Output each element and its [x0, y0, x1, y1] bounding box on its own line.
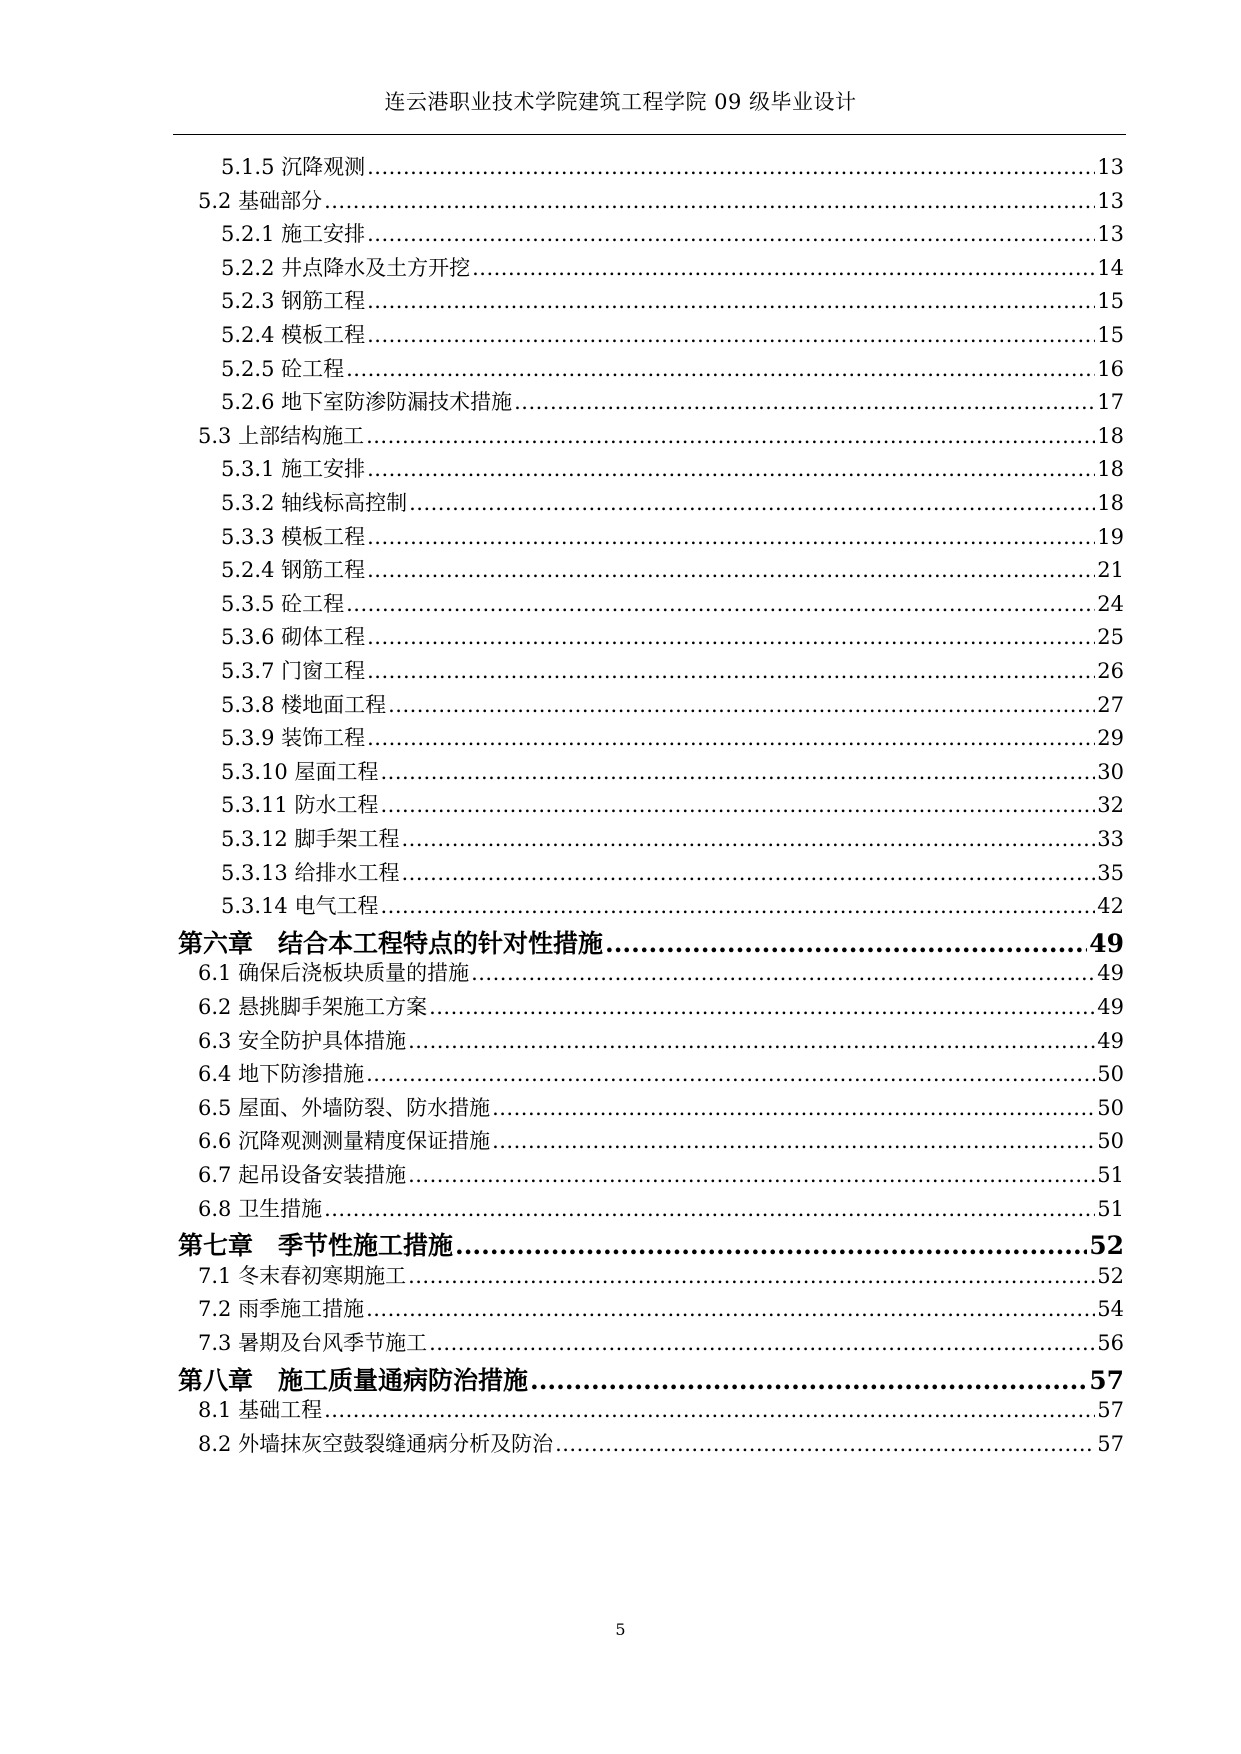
toc-entry[interactable]	[221, 521, 1124, 559]
toc-entry-label: 6.7 起吊设备安装措施	[198, 1163, 407, 1187]
toc-entry-label: 第六章 结合本工程特点的针对性措施	[178, 928, 604, 958]
toc-entry[interactable]	[221, 789, 1124, 827]
toc-dot-leader	[346, 357, 1095, 381]
toc-entry[interactable]	[198, 1193, 1124, 1231]
toc-entry-label: 8.1 基础工程	[198, 1398, 323, 1423]
toc-entry-page-number: 26	[1097, 659, 1124, 683]
toc-entry-page-number: 30	[1097, 759, 1124, 784]
toc-entry-label: 5.2.4 钢筋工程	[221, 558, 366, 583]
toc-entry-page-number: 25	[1097, 625, 1124, 650]
toc-entry-page-number: 16	[1097, 356, 1124, 381]
toc-dot-leader	[367, 155, 1095, 179]
toc-entry-label: 5.3.14 电气工程	[221, 894, 379, 919]
toc-entry-label: 5.2.1 施工安排	[221, 222, 366, 247]
toc-dot-leader	[605, 929, 1087, 958]
toc-dot-leader	[367, 289, 1095, 313]
toc-entry-page-number: 49	[1097, 961, 1124, 986]
toc-dot-leader	[471, 961, 1095, 985]
toc-entry-page-number: 42	[1097, 894, 1124, 919]
toc-entry[interactable]	[198, 1092, 1124, 1130]
toc-dot-leader	[472, 256, 1095, 280]
toc-entry[interactable]	[198, 991, 1124, 1029]
header-divider	[173, 134, 1126, 135]
toc-entry-label: 5.1.5 沉降观测	[221, 155, 366, 179]
toc-dot-leader	[492, 1096, 1095, 1120]
toc-entry-label: 6.3 安全防护具体措施	[198, 1028, 407, 1053]
toc-entry-label: 5.3.1 施工安排	[221, 457, 366, 482]
toc-entry-label: 6.8 卫生措施	[198, 1196, 323, 1221]
toc-entry-page-number: 13	[1097, 188, 1124, 213]
toc-entry-page-number: 51	[1097, 1163, 1124, 1187]
toc-entry-label: 7.1 冬末春初寒期施工	[198, 1263, 407, 1288]
toc-entry[interactable]	[221, 487, 1124, 525]
toc-entry-page-number: 49	[1089, 928, 1124, 958]
toc-entry[interactable]	[198, 957, 1124, 995]
toc-entry[interactable]	[221, 319, 1124, 357]
toc-dot-leader	[492, 1129, 1095, 1153]
toc-entry-page-number: 18	[1097, 423, 1124, 448]
toc-entry-page-number: 32	[1097, 793, 1124, 818]
toc-dot-leader	[530, 1366, 1087, 1395]
toc-dot-leader	[366, 1297, 1095, 1321]
toc-dot-leader	[367, 525, 1095, 549]
toc-entry-label: 5.3.12 脚手架工程	[221, 827, 400, 851]
toc-entry[interactable]	[221, 655, 1124, 693]
toc-entry-page-number: 18	[1097, 457, 1124, 482]
toc-entry[interactable]	[221, 890, 1124, 928]
toc-entry[interactable]	[198, 1327, 1124, 1365]
toc-entry-page-number: 49	[1097, 1028, 1124, 1053]
toc-dot-leader	[367, 558, 1095, 582]
toc-entry-page-number: 29	[1097, 726, 1124, 751]
toc-dot-leader	[380, 793, 1095, 817]
toc-dot-leader	[367, 726, 1095, 750]
toc-entry[interactable]	[221, 621, 1124, 659]
toc-entry[interactable]	[178, 1226, 1124, 1264]
toc-entry[interactable]	[198, 185, 1124, 223]
toc-entry[interactable]	[198, 1025, 1124, 1063]
toc-entry[interactable]	[221, 823, 1124, 861]
toc-entry-label: 5.3.9 装饰工程	[221, 726, 366, 751]
toc-entry-label: 5.3.3 模板工程	[221, 524, 366, 549]
toc-entry-page-number: 18	[1097, 491, 1124, 515]
toc-dot-leader	[367, 222, 1095, 246]
toc-dot-leader	[366, 1062, 1095, 1086]
toc-entry-page-number: 15	[1097, 323, 1124, 347]
toc-entry-page-number: 33	[1097, 827, 1124, 851]
toc-entry-page-number: 14	[1097, 255, 1124, 280]
toc-entry-label: 5.3 上部结构施工	[198, 423, 365, 448]
toc-entry-page-number: 51	[1097, 1196, 1124, 1221]
toc-entry[interactable]	[198, 1125, 1124, 1163]
toc-entry-label: 5.2.4 模板工程	[221, 323, 366, 347]
toc-entry-page-number: 24	[1097, 591, 1124, 616]
toc-entry-label: 5.3.13 给排水工程	[221, 860, 400, 885]
toc-entry-page-number: 57	[1089, 1365, 1124, 1395]
toc-dot-leader	[409, 491, 1095, 515]
toc-dot-leader	[555, 1432, 1095, 1456]
toc-entry-label: 5.3.2 轴线标高控制	[221, 491, 408, 515]
toc-entry-label: 5.3.10 屋面工程	[221, 759, 379, 784]
toc-entry-label: 5.2.2 井点降水及土方开挖	[221, 255, 471, 280]
toc-entry-label: 8.2 外墙抹灰空鼓裂缝通病分析及防治	[198, 1431, 554, 1456]
toc-entry[interactable]	[198, 1058, 1124, 1096]
toc-entry-page-number: 13	[1097, 222, 1124, 247]
toc-dot-leader	[429, 995, 1095, 1019]
toc-entry-label: 5.3.5 砼工程	[221, 591, 345, 616]
toc-entry[interactable]	[198, 1260, 1124, 1298]
toc-entry-label: 5.2.3 钢筋工程	[221, 289, 366, 314]
toc-dot-leader	[367, 457, 1095, 481]
toc-dot-leader	[408, 1264, 1095, 1288]
toc-entry-page-number: 56	[1097, 1331, 1124, 1355]
toc-entry[interactable]	[221, 252, 1124, 290]
toc-entry[interactable]	[178, 1361, 1124, 1399]
toc-entry-page-number: 52	[1089, 1231, 1124, 1261]
toc-entry[interactable]	[221, 722, 1124, 760]
toc-dot-leader	[324, 1197, 1095, 1221]
toc-dot-leader	[401, 827, 1095, 851]
toc-entry-label: 5.2 基础部分	[198, 188, 323, 213]
toc-dot-leader	[380, 894, 1095, 918]
toc-dot-leader	[388, 693, 1095, 717]
toc-dot-leader	[366, 424, 1095, 448]
toc-entry[interactable]	[221, 453, 1124, 491]
toc-entry-label: 6.1 确保后浇板块质量的措施	[198, 961, 470, 986]
toc-entry[interactable]	[178, 924, 1124, 962]
toc-dot-leader	[408, 1029, 1095, 1053]
toc-entry-label: 6.6 沉降观测测量精度保证措施	[198, 1129, 491, 1154]
toc-entry-label: 第八章 施工质量通病防治措施	[178, 1365, 529, 1395]
toc-dot-leader	[346, 592, 1095, 616]
toc-entry[interactable]	[221, 353, 1124, 391]
toc-entry-page-number: 35	[1097, 860, 1124, 885]
toc-entry[interactable]	[221, 689, 1124, 727]
toc-entry-page-number: 50	[1097, 1129, 1124, 1154]
toc-entry-label: 5.3.11 防水工程	[221, 793, 379, 818]
toc-entry-label: 7.2 雨季施工措施	[198, 1297, 365, 1322]
toc-entry[interactable]	[221, 151, 1124, 189]
toc-entry-page-number: 52	[1097, 1263, 1124, 1288]
toc-entry[interactable]	[221, 386, 1124, 424]
toc-entry[interactable]	[198, 1159, 1124, 1197]
toc-entry-page-number: 27	[1097, 692, 1124, 717]
toc-entry-page-number: 17	[1097, 390, 1124, 415]
toc-dot-leader	[455, 1231, 1087, 1260]
toc-entry-label: 5.2.6 地下室防渗防漏技术措施	[221, 390, 513, 415]
toc-entry-page-number: 54	[1097, 1297, 1124, 1322]
page-number: 5	[615, 1620, 626, 1639]
toc-entry-label: 5.3.7 门窗工程	[221, 659, 366, 683]
toc-entry-label: 7.3 暑期及台风季节施工	[198, 1331, 428, 1355]
toc-dot-leader	[324, 189, 1095, 213]
toc-entry-label: 第七章 季节性施工措施	[178, 1231, 454, 1261]
toc-entry[interactable]	[221, 756, 1124, 794]
toc-entry-page-number: 57	[1097, 1431, 1124, 1456]
toc-entry-page-number: 21	[1097, 558, 1124, 583]
toc-entry[interactable]	[221, 285, 1124, 323]
toc-dot-leader	[401, 861, 1095, 885]
toc-dot-leader	[408, 1163, 1095, 1187]
toc-entry-label: 5.3.8 楼地面工程	[221, 692, 387, 717]
toc-entry-label: 6.5 屋面、外墙防裂、防水措施	[198, 1095, 491, 1120]
toc-dot-leader	[380, 760, 1095, 784]
toc-entry[interactable]	[198, 1293, 1124, 1331]
toc-entry[interactable]	[198, 1394, 1124, 1432]
toc-entry-label: 5.2.5 砼工程	[221, 356, 345, 381]
toc-entry-label: 5.3.6 砌体工程	[221, 625, 366, 650]
toc-entry-label: 6.2 悬挑脚手架施工方案	[198, 995, 428, 1019]
toc-entry[interactable]	[198, 420, 1124, 458]
toc-dot-leader	[367, 323, 1095, 347]
toc-entry[interactable]	[221, 588, 1124, 626]
toc-entry-page-number: 57	[1097, 1398, 1124, 1423]
toc-entry[interactable]	[221, 554, 1124, 592]
toc-entry-page-number: 13	[1097, 155, 1124, 179]
toc-entry-page-number: 50	[1097, 1062, 1124, 1087]
page-header: 连云港职业技术学院建筑工程学院 09 级毕业设计	[384, 90, 857, 114]
toc-dot-leader	[367, 659, 1095, 683]
toc-entry-page-number: 19	[1097, 524, 1124, 549]
toc-entry-page-number: 49	[1097, 995, 1124, 1019]
toc-dot-leader	[429, 1331, 1095, 1355]
toc-entry[interactable]	[198, 1428, 1124, 1466]
toc-entry[interactable]	[221, 857, 1124, 895]
toc-dot-leader	[324, 1398, 1095, 1422]
toc-dot-leader	[514, 390, 1095, 414]
toc-entry-page-number: 15	[1097, 289, 1124, 314]
toc-entry[interactable]	[221, 218, 1124, 256]
toc-dot-leader	[367, 625, 1095, 649]
toc-entry-page-number: 50	[1097, 1095, 1124, 1120]
toc-entry-label: 6.4 地下防渗措施	[198, 1062, 365, 1087]
